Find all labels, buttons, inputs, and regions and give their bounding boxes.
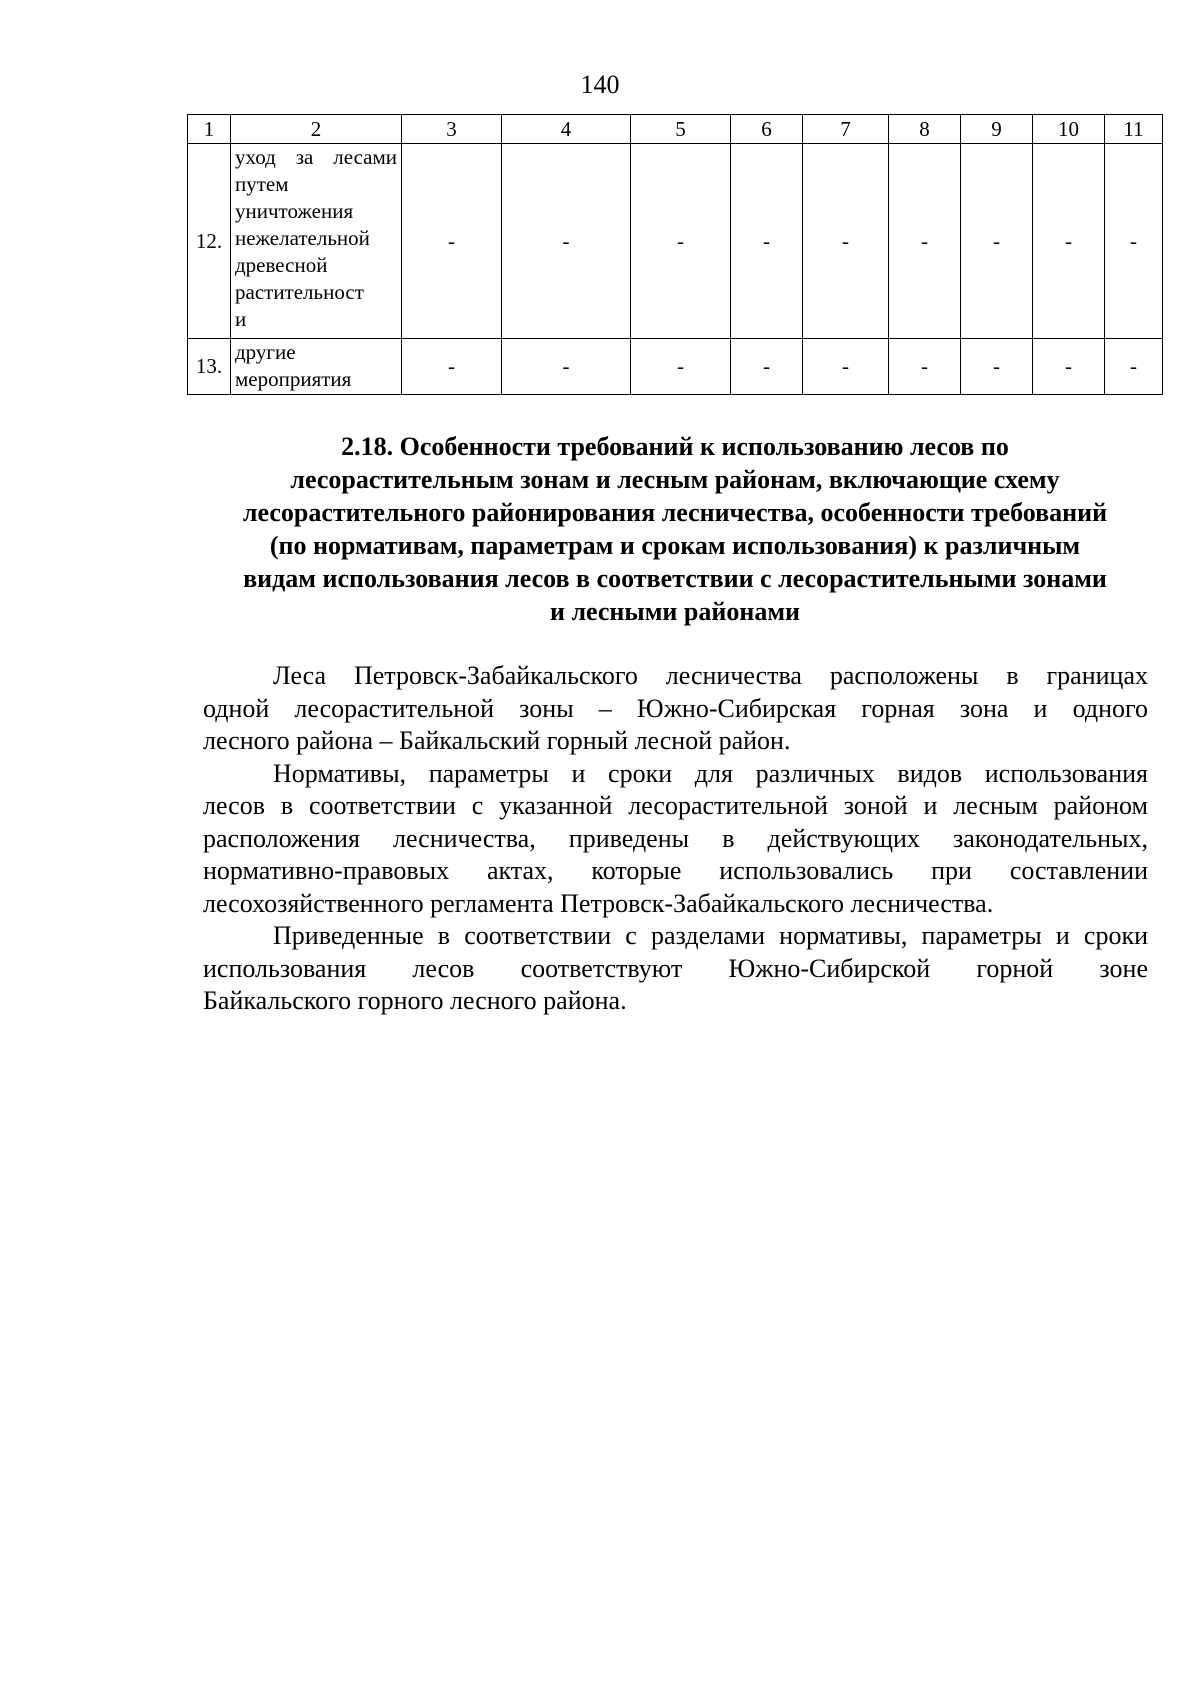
paragraph-line: Леса Петровск-Забайкальского лесничества расположены в границах bbox=[273, 661, 1148, 690]
table-cell: - bbox=[631, 144, 731, 339]
table-cell: - bbox=[502, 339, 631, 395]
paragraph bbox=[203, 758, 1148, 921]
row-name-line: другие bbox=[235, 340, 296, 364]
heading-line: лесорастительным зонам и лесным районам, включающие схему bbox=[290, 465, 1060, 494]
paragraph-line: лесного района – Байкальский горный лесной район. bbox=[203, 726, 791, 755]
paragraph-line: Нормативы, параметры и сроки для различных видов использования bbox=[273, 758, 1148, 788]
column-header: 1 bbox=[188, 115, 231, 144]
table-cell: - bbox=[1105, 339, 1163, 395]
table-cell: - bbox=[731, 339, 803, 395]
table-cell: - bbox=[631, 339, 731, 395]
row-name bbox=[231, 144, 402, 339]
paragraph-line: нормативно-правовых актах, которые использовались при составлении bbox=[203, 856, 1148, 885]
heading-line: и лесными районами bbox=[549, 597, 801, 626]
paragraph-line: Байкальского горного лесного района. bbox=[203, 986, 627, 1015]
heading-line: лесорастительного районирования лесничества, особенности требований bbox=[242, 498, 1108, 527]
heading-line: видам использования лесов в соответствии с лесорастительными зонами bbox=[243, 564, 1107, 593]
row-number: 12. bbox=[188, 144, 231, 339]
body-text bbox=[203, 660, 1148, 1018]
column-header: 5 bbox=[631, 115, 731, 144]
column-header: 7 bbox=[803, 115, 889, 144]
table-row bbox=[188, 339, 1163, 395]
table-cell: - bbox=[889, 339, 961, 395]
column-header: 10 bbox=[1033, 115, 1105, 144]
table-row bbox=[188, 144, 1163, 339]
column-header: 11 bbox=[1105, 115, 1163, 144]
table-header-row bbox=[188, 115, 1163, 144]
column-header: 3 bbox=[402, 115, 502, 144]
row-name-line: путем bbox=[235, 172, 289, 196]
paragraph-line: Приведенные в соответствии с разделами нормативы, параметры и сроки bbox=[273, 921, 1148, 950]
column-header: 9 bbox=[961, 115, 1033, 144]
paragraph-line: одной лесорастительной зоны – Южно-Сибирская горная зона и одного bbox=[203, 693, 1148, 723]
column-header: 2 bbox=[231, 115, 402, 144]
table-cell: - bbox=[1033, 144, 1105, 339]
table-cell: - bbox=[402, 144, 502, 339]
row-name-line: и bbox=[235, 307, 247, 331]
table-cell: - bbox=[731, 144, 803, 339]
table-cell: - bbox=[1033, 339, 1105, 395]
row-name-line: мероприятия bbox=[235, 367, 352, 391]
paragraph-line: лесов в соответствии с указанной лесорастительной зоной и лесным районом bbox=[203, 791, 1148, 820]
row-name-line: уничтожения bbox=[235, 199, 354, 223]
row-name bbox=[231, 339, 402, 395]
table-cell: - bbox=[402, 339, 502, 395]
paragraph-line: расположения лесничества, приведены в действующих законодательных, bbox=[203, 823, 1148, 853]
paragraph bbox=[203, 660, 1148, 758]
column-header: 4 bbox=[502, 115, 631, 144]
row-name-line: нежелательной bbox=[235, 226, 370, 250]
column-header: 8 bbox=[889, 115, 961, 144]
paragraph-line: лесохозяйственного регламента Петровск-Забайкальского лесничества. bbox=[203, 888, 994, 918]
row-number: 13. bbox=[188, 339, 231, 395]
row-name-line: древесной bbox=[235, 253, 328, 277]
table-cell: - bbox=[803, 144, 889, 339]
table-cell: - bbox=[1105, 144, 1163, 339]
heading-line: (по нормативам, параметрам и срокам использования) к различным bbox=[269, 531, 1081, 560]
paragraph-line: использования лесов соответствуют Южно-Сибирской горной зоне bbox=[203, 953, 1148, 983]
table-cell: - bbox=[961, 144, 1033, 339]
row-name-line: уход за лесами bbox=[235, 145, 397, 169]
section-heading bbox=[190, 430, 1160, 628]
table-cell: - bbox=[889, 144, 961, 339]
table-cell: - bbox=[961, 339, 1033, 395]
table-cell: - bbox=[502, 144, 631, 339]
page-number: 140 bbox=[580, 70, 620, 99]
row-name-line: растительност bbox=[235, 280, 364, 304]
paragraph bbox=[203, 920, 1148, 1018]
heading-line: 2.18. Особенности требований к использованию лесов по bbox=[341, 432, 1009, 461]
column-header: 6 bbox=[731, 115, 803, 144]
table-cell: - bbox=[803, 339, 889, 395]
data-table bbox=[187, 114, 1163, 395]
